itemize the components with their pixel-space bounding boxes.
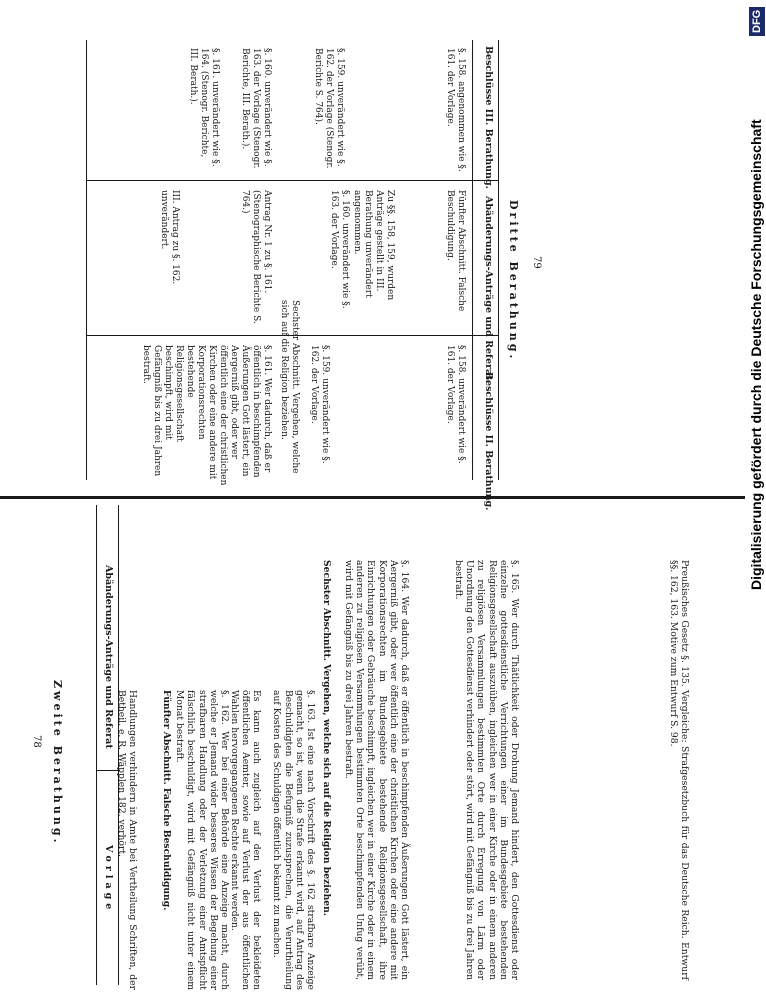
dfg-badge: DFG	[749, 7, 765, 36]
paragraph: §. 162. Wer bei einer Behörde eine Anzeige macht, durch welche er Jemand wider besseres Wissen der Begehung einer strafbaren Handlung oder der Verletzung einer Amtspflicht fälschlich beschuldigt, wird mit Gefängniß nicht unter einem Monat bestraft.	[174, 690, 230, 990]
paragraph: §. 163. Ist eine nach Vorschrift des §. 162 strafbare Anzeige gemacht, so ist, wenn die Strafe erkannt wird, auf Antrag des Beschuldigten die Befugniß zuzusprechen, die Verurtheilung auf Kosten des Schuldigen öffentlich bekannt zu machen.	[271, 690, 316, 990]
table-left-rule	[86, 40, 87, 480]
page-number: 79	[531, 256, 542, 269]
entry-text: Antrag Nr. 1 zu §. 161. (Stenographische Berichte S. 764.)	[240, 190, 272, 324]
digitization-credit: Digitalisierung gefördert durch die Deutsche Forschungsgemeinschaft	[748, 119, 764, 590]
column-header-2: Abänderungs-Anträge und Referat.	[483, 196, 494, 384]
entry-text: §. 158. unverändert wie §. 161. der Vorlage.	[445, 345, 466, 464]
entry-text: §. 159. unverändert wie §. 162. der Vorlage.	[309, 345, 330, 464]
decision-text: §. 161. unverändert wie §. 164. (Stenogr. Berichte, III. Berath.).	[188, 48, 220, 167]
paragraph: §. 165. Wer durch Thätlichkeit oder Drohung Jemand hindert, den Gottesdienst oder einzelne gottesdienstliche Verrichtungen einer im Bundesgebiete bestehenden Religionsgesellschaft auszuüben, ingleichen wer in einer Kirche oder in einem anderen zu religiösen Versammlungen bestimmten Orte durch Erregung von Lärm oder Unordnung den Gottesdienst verhindert oder stört, wird mit Gefängniß bis zu drei Jahren bestraft.	[452, 560, 520, 980]
table-top-rule	[498, 40, 499, 480]
column-header-vorlage: Vorlage	[103, 845, 114, 914]
column-header-3: Beschlüsse III. Berathung.	[483, 46, 494, 189]
entry-text: Zu §§. 158, 159, wurden Anträge gestellt in III. Berathung unverändert angenommen.	[352, 190, 395, 301]
paragraph: §. 164. Wer dadurch, daß er öffentlich in beschimpfenden Äußerungen Gott lästert, ein Aergerniß gibt, oder wer öffentlich eine der christlichen Kirchen oder eine andere mit Korporationsrechten im Bundesgebiete bestehende Religionsgesellschaft, ihre Einrichtungen oder Gebräuche beschimpft, ingleichen wer in einer Kirche oder in einem anderen zu religiösen Versammlungen bestimmten Orte beschimpfenden Unfug verübt, wird mit Gefängniß bis zu drei Jahren bestraft.	[342, 560, 410, 980]
paragraph: Es kann auch zugleich auf den Verlust der bekleideten öffentlichen Aemter, sowie auf Verlust der aus öffentlichen Wahlen hervorgegangenen Rechte erkannt werden.	[228, 690, 262, 990]
table-top-rule	[96, 505, 97, 985]
table-header-rule	[472, 40, 473, 480]
running-title: Dritte Berathung.	[507, 200, 520, 362]
entry-text: III. Antrag zu §. 162. unverändert.	[159, 190, 180, 285]
column-header-antraege: Abänderungs-Anträge und Referat	[103, 565, 114, 749]
paragraph: Handlungen verhindern in Amte bei Vertheilung Schriften, der Betheil. e. R. Wäpplen 182, verhört.	[115, 690, 138, 990]
decision-text: §. 158. angenommen wie §. 161. der Vorlage.	[445, 48, 466, 172]
running-title: Zweite Berathung.	[51, 680, 64, 846]
page-number: 78	[31, 735, 42, 748]
decision-text: §. 160. unverändert wie §. 163. der Vorlage (Stenogr. Berichte, III. Berath.).	[240, 48, 272, 169]
section-heading: Sechster Abschnitt. Vergehen, welche sich auf die Religion beziehen.	[321, 560, 332, 916]
section-heading: Sechster Abschnitt. Vergehen, welche sich auf die Religion beziehen.	[279, 300, 300, 474]
entry-text: §. 160. unverändert wie §. 163. der Vorlage.	[329, 190, 350, 309]
section-heading: Fünfter Abschnitt. Falsche Beschuldigung.	[445, 190, 466, 312]
column-rule-2	[86, 180, 498, 181]
decision-text: §. 159. unverändert wie §. 162. der Vorlage (Stenogr. Berichte S. 764).	[313, 48, 345, 169]
entry-text: §. 161. Wer dadurch, daß er öffentlich in beschimpfenden Äußerungen Gott lästert, ein Aergerniß gibt, oder wer öffentlich eine der christlichen Kirchen oder eine andere mit Korporationsrechten bestehende Religionsgesellschaft beschimpft, wird mit Gefängniß bis zu drei Jahren bestraft.	[141, 345, 272, 486]
section-heading: Fünfter Abschnitt. Falsche Beschuldigung.	[161, 690, 172, 911]
page-divider	[0, 496, 745, 499]
column-header-1: Beschlüsse II. Berathung.	[483, 372, 494, 511]
paragraph: Preußisches Gesetz §. 135. Vergleiche: Strafgesetzbuch für das Deutsche Reich. Entwurf §§. 162, 163. Motive zum Entwurf S. 98.	[667, 560, 690, 980]
